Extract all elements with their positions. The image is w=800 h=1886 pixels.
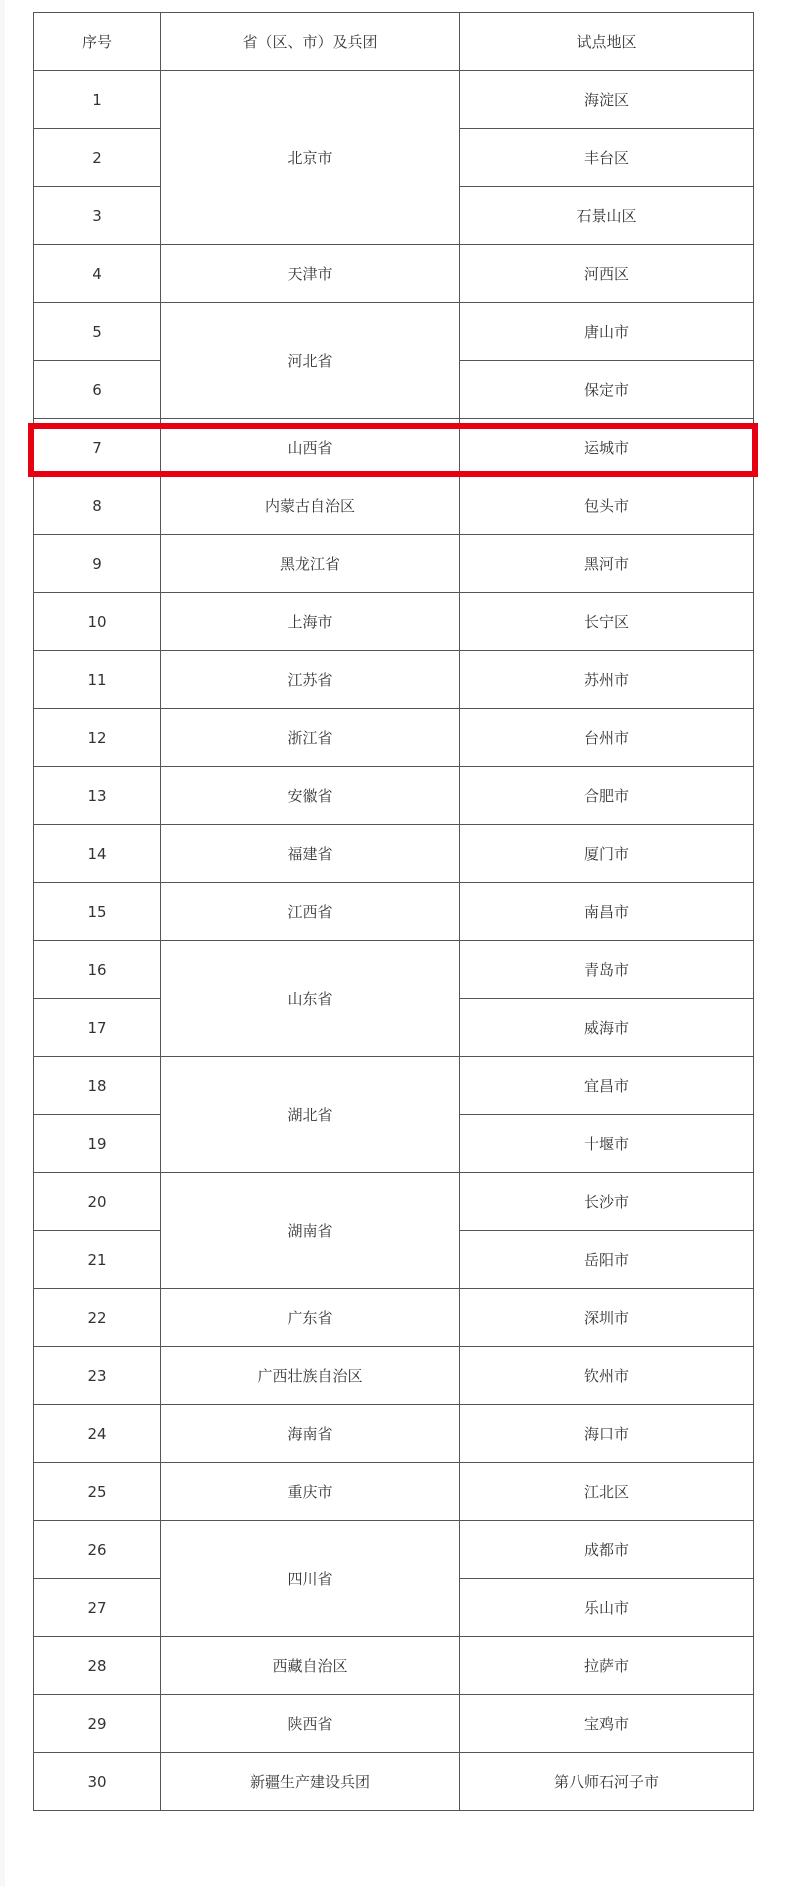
row-index-cell: 4 xyxy=(34,245,161,303)
row-index-cell: 11 xyxy=(34,651,161,709)
pilot-area-cell: 长宁区 xyxy=(460,593,754,651)
province-cell: 江西省 xyxy=(161,883,460,941)
pilot-area-cell: 合肥市 xyxy=(460,767,754,825)
province-cell: 海南省 xyxy=(161,1405,460,1463)
province-cell: 四川省 xyxy=(161,1521,460,1637)
table-row xyxy=(34,245,754,303)
row-index-cell: 20 xyxy=(34,1173,161,1231)
row-index-cell: 1 xyxy=(34,71,161,129)
row-index-cell: 18 xyxy=(34,1057,161,1115)
province-cell: 西藏自治区 xyxy=(161,1637,460,1695)
province-cell: 福建省 xyxy=(161,825,460,883)
province-cell: 山西省 xyxy=(161,419,460,477)
province-cell: 北京市 xyxy=(161,71,460,245)
table-row xyxy=(34,941,754,999)
pilot-area-cell: 深圳市 xyxy=(460,1289,754,1347)
table-row xyxy=(34,1753,754,1811)
row-index-cell: 3 xyxy=(34,187,161,245)
table-row xyxy=(34,651,754,709)
table-row xyxy=(34,1057,754,1115)
table-row xyxy=(34,1347,754,1405)
pilot-area-cell: 长沙市 xyxy=(460,1173,754,1231)
row-index-cell: 2 xyxy=(34,129,161,187)
page-left-edge xyxy=(0,0,5,1886)
table-row xyxy=(34,825,754,883)
pilot-area-cell: 岳阳市 xyxy=(460,1231,754,1289)
province-cell: 安徽省 xyxy=(161,767,460,825)
pilot-area-cell: 石景山区 xyxy=(460,187,754,245)
table-body xyxy=(34,13,754,1811)
table-row xyxy=(34,419,754,477)
row-index-cell: 19 xyxy=(34,1115,161,1173)
province-cell: 广西壮族自治区 xyxy=(161,1347,460,1405)
row-index-cell: 30 xyxy=(34,1753,161,1811)
pilot-area-cell: 宝鸡市 xyxy=(460,1695,754,1753)
pilot-area-cell: 拉萨市 xyxy=(460,1637,754,1695)
table-row xyxy=(34,767,754,825)
row-index-cell: 15 xyxy=(34,883,161,941)
province-cell: 江苏省 xyxy=(161,651,460,709)
pilot-area-cell: 钦州市 xyxy=(460,1347,754,1405)
province-cell: 天津市 xyxy=(161,245,460,303)
pilot-area-cell: 包头市 xyxy=(460,477,754,535)
pilot-area-cell: 唐山市 xyxy=(460,303,754,361)
province-cell: 黑龙江省 xyxy=(161,535,460,593)
table-row xyxy=(34,1695,754,1753)
table-row xyxy=(34,1173,754,1231)
pilot-area-cell: 第八师石河子市 xyxy=(460,1753,754,1811)
pilot-area-cell: 江北区 xyxy=(460,1463,754,1521)
table-header-row xyxy=(34,13,754,71)
row-index-cell: 22 xyxy=(34,1289,161,1347)
table-row xyxy=(34,477,754,535)
pilot-area-cell: 海淀区 xyxy=(460,71,754,129)
table-row xyxy=(34,71,754,129)
pilot-area-cell: 青岛市 xyxy=(460,941,754,999)
row-index-cell: 7 xyxy=(34,419,161,477)
row-index-cell: 28 xyxy=(34,1637,161,1695)
province-cell: 山东省 xyxy=(161,941,460,1057)
row-index-cell: 9 xyxy=(34,535,161,593)
table-row xyxy=(34,709,754,767)
row-index-cell: 29 xyxy=(34,1695,161,1753)
pilot-area-cell: 厦门市 xyxy=(460,825,754,883)
province-cell: 湖北省 xyxy=(161,1057,460,1173)
row-index-cell: 6 xyxy=(34,361,161,419)
table-row xyxy=(34,303,754,361)
pilot-area-cell: 海口市 xyxy=(460,1405,754,1463)
pilot-area-cell: 成都市 xyxy=(460,1521,754,1579)
row-index-cell: 21 xyxy=(34,1231,161,1289)
province-cell: 内蒙古自治区 xyxy=(161,477,460,535)
province-cell: 新疆生产建设兵团 xyxy=(161,1753,460,1811)
pilot-area-cell: 十堰市 xyxy=(460,1115,754,1173)
row-index-cell: 14 xyxy=(34,825,161,883)
province-cell: 广东省 xyxy=(161,1289,460,1347)
pilot-area-cell: 黑河市 xyxy=(460,535,754,593)
table-row xyxy=(34,593,754,651)
province-cell: 河北省 xyxy=(161,303,460,419)
header-index: 序号 xyxy=(34,13,161,71)
pilot-area-cell: 河西区 xyxy=(460,245,754,303)
row-index-cell: 26 xyxy=(34,1521,161,1579)
row-index-cell: 27 xyxy=(34,1579,161,1637)
table-row xyxy=(34,1405,754,1463)
province-cell: 重庆市 xyxy=(161,1463,460,1521)
pilot-area-cell: 台州市 xyxy=(460,709,754,767)
header-pilot-area: 试点地区 xyxy=(460,13,754,71)
pilot-area-cell: 运城市 xyxy=(460,419,754,477)
pilot-area-cell: 乐山市 xyxy=(460,1579,754,1637)
row-index-cell: 13 xyxy=(34,767,161,825)
province-cell: 湖南省 xyxy=(161,1173,460,1289)
row-index-cell: 12 xyxy=(34,709,161,767)
row-index-cell: 23 xyxy=(34,1347,161,1405)
province-cell: 浙江省 xyxy=(161,709,460,767)
pilot-area-cell: 丰台区 xyxy=(460,129,754,187)
pilot-area-cell: 保定市 xyxy=(460,361,754,419)
row-index-cell: 24 xyxy=(34,1405,161,1463)
row-index-cell: 25 xyxy=(34,1463,161,1521)
table-row xyxy=(34,535,754,593)
pilot-area-cell: 宜昌市 xyxy=(460,1057,754,1115)
pilot-area-cell: 威海市 xyxy=(460,999,754,1057)
row-index-cell: 5 xyxy=(34,303,161,361)
pilot-area-cell: 苏州市 xyxy=(460,651,754,709)
row-index-cell: 10 xyxy=(34,593,161,651)
table-row xyxy=(34,1521,754,1579)
row-index-cell: 8 xyxy=(34,477,161,535)
table-row xyxy=(34,883,754,941)
province-cell: 上海市 xyxy=(161,593,460,651)
pilot-areas-table xyxy=(33,12,754,1811)
header-province: 省（区、市）及兵团 xyxy=(161,13,460,71)
province-cell: 陕西省 xyxy=(161,1695,460,1753)
table-row xyxy=(34,1637,754,1695)
row-index-cell: 17 xyxy=(34,999,161,1057)
table-row xyxy=(34,1289,754,1347)
pilot-area-cell: 南昌市 xyxy=(460,883,754,941)
row-index-cell: 16 xyxy=(34,941,161,999)
table-row xyxy=(34,1463,754,1521)
